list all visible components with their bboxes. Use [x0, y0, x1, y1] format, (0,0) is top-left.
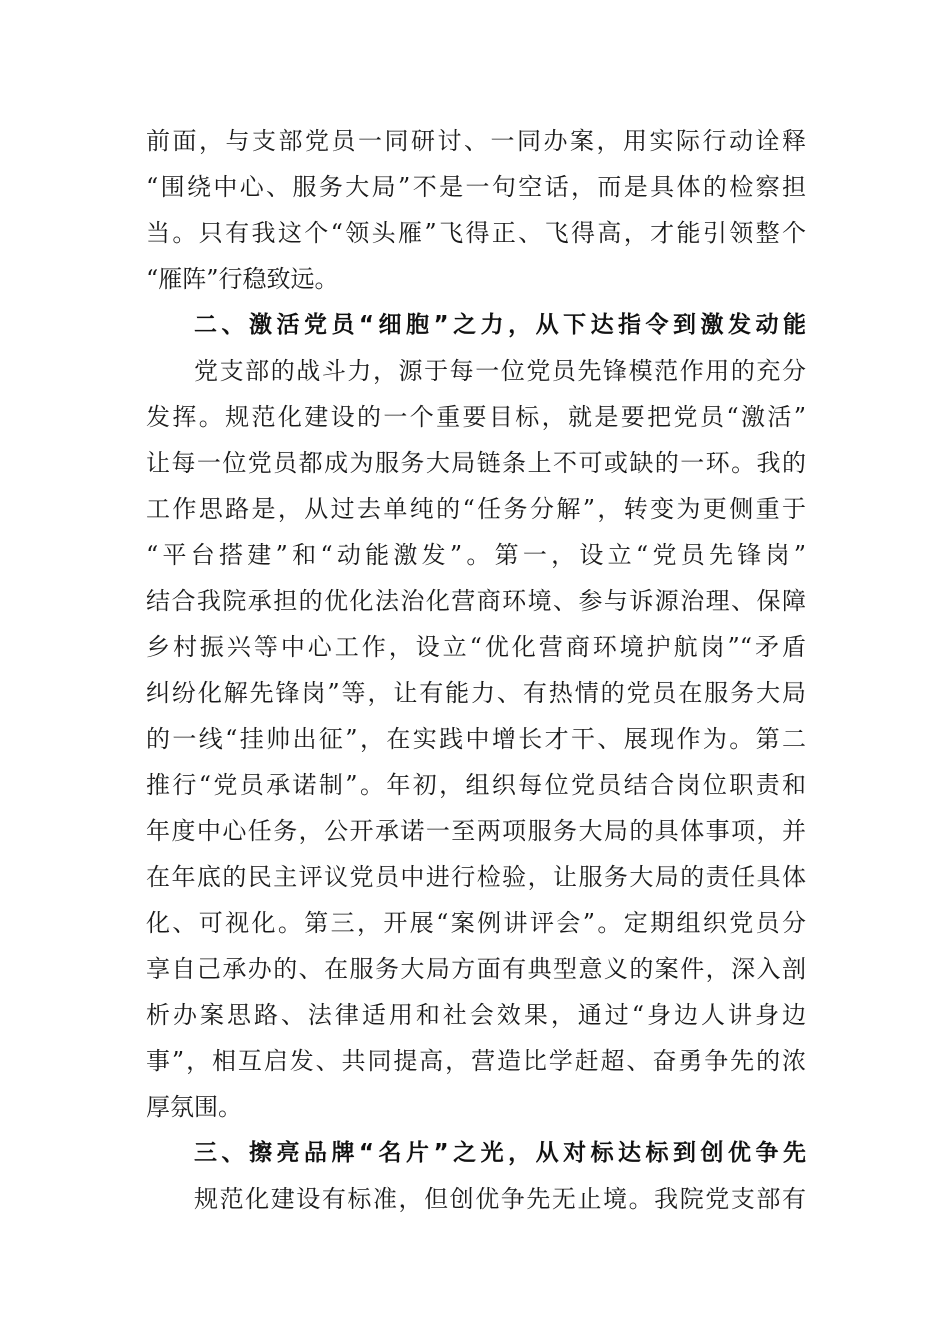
paragraph-line: 当。只有我这个“领头雁”飞得正、飞得高，才能引领整个 — [146, 219, 806, 247]
section-heading: 三、擦亮品牌“名片”之光，从对标达标到创优争先 — [194, 1140, 806, 1166]
paragraph-line: 事”，相互启发、共同提高，营造比学赶超、奋勇争先的浓 — [146, 1047, 806, 1075]
paragraph-line: 结合我院承担的优化法治化营商环境、参与诉源治理、保障 — [146, 587, 806, 615]
paragraph-line: 工作思路是，从过去单纯的“任务分解”，转变为更侧重于 — [146, 495, 806, 523]
paragraph-line: 党支部的战斗力，源于每一位党员先锋模范作用的充分 — [194, 357, 806, 385]
paragraph-line: 让每一位党员都成为服务大局链条上不可或缺的一环。我的 — [146, 449, 806, 477]
paragraph-line: 规范化建设有标准，但创优争先无止境。我院党支部有 — [194, 1185, 806, 1213]
paragraph-line: “平台搭建”和“动能激发”。第一，设立“党员先锋岗” — [146, 541, 806, 569]
paragraph-line: 乡村振兴等中心工作，设立“优化营商环境护航岗”“矛盾 — [146, 633, 806, 661]
paragraph-line: 化、可视化。第三，开展“案例讲评会”。定期组织党员分 — [146, 909, 806, 937]
paragraph-line: 前面，与支部党员一同研讨、一同办案，用实际行动诠释 — [146, 127, 806, 155]
paragraph-line: 纠纷化解先锋岗”等，让有能力、有热情的党员在服务大局 — [146, 679, 806, 707]
paragraph-line: “雁阵”行稳致远。 — [146, 265, 339, 293]
paragraph-line: 推行“党员承诺制”。年初，组织每位党员结合岗位职责和 — [146, 771, 806, 799]
paragraph-line: 发挥。规范化建设的一个重要目标，就是要把党员“激活” — [146, 403, 806, 431]
paragraph-line: 享自己承办的、在服务大局方面有典型意义的案件，深入剖 — [146, 955, 806, 983]
paragraph-line: 的一线“挂帅出征”，在实践中增长才干、展现作为。第二 — [146, 725, 806, 753]
paragraph-line: 析办案思路、法律适用和社会效果，通过“身边人讲身边 — [146, 1001, 806, 1029]
paragraph-line: 在年底的民主评议党员中进行检验，让服务大局的责任具体 — [146, 863, 806, 891]
paragraph-line: “围绕中心、服务大局”不是一句空话，而是具体的检察担 — [146, 173, 806, 201]
paragraph-line: 厚氛围。 — [146, 1093, 242, 1121]
paragraph-line: 年度中心任务，公开承诺一至两项服务大局的具体事项，并 — [146, 817, 806, 845]
section-heading: 二、激活党员“细胞”之力，从下达指令到激发动能 — [194, 312, 806, 338]
